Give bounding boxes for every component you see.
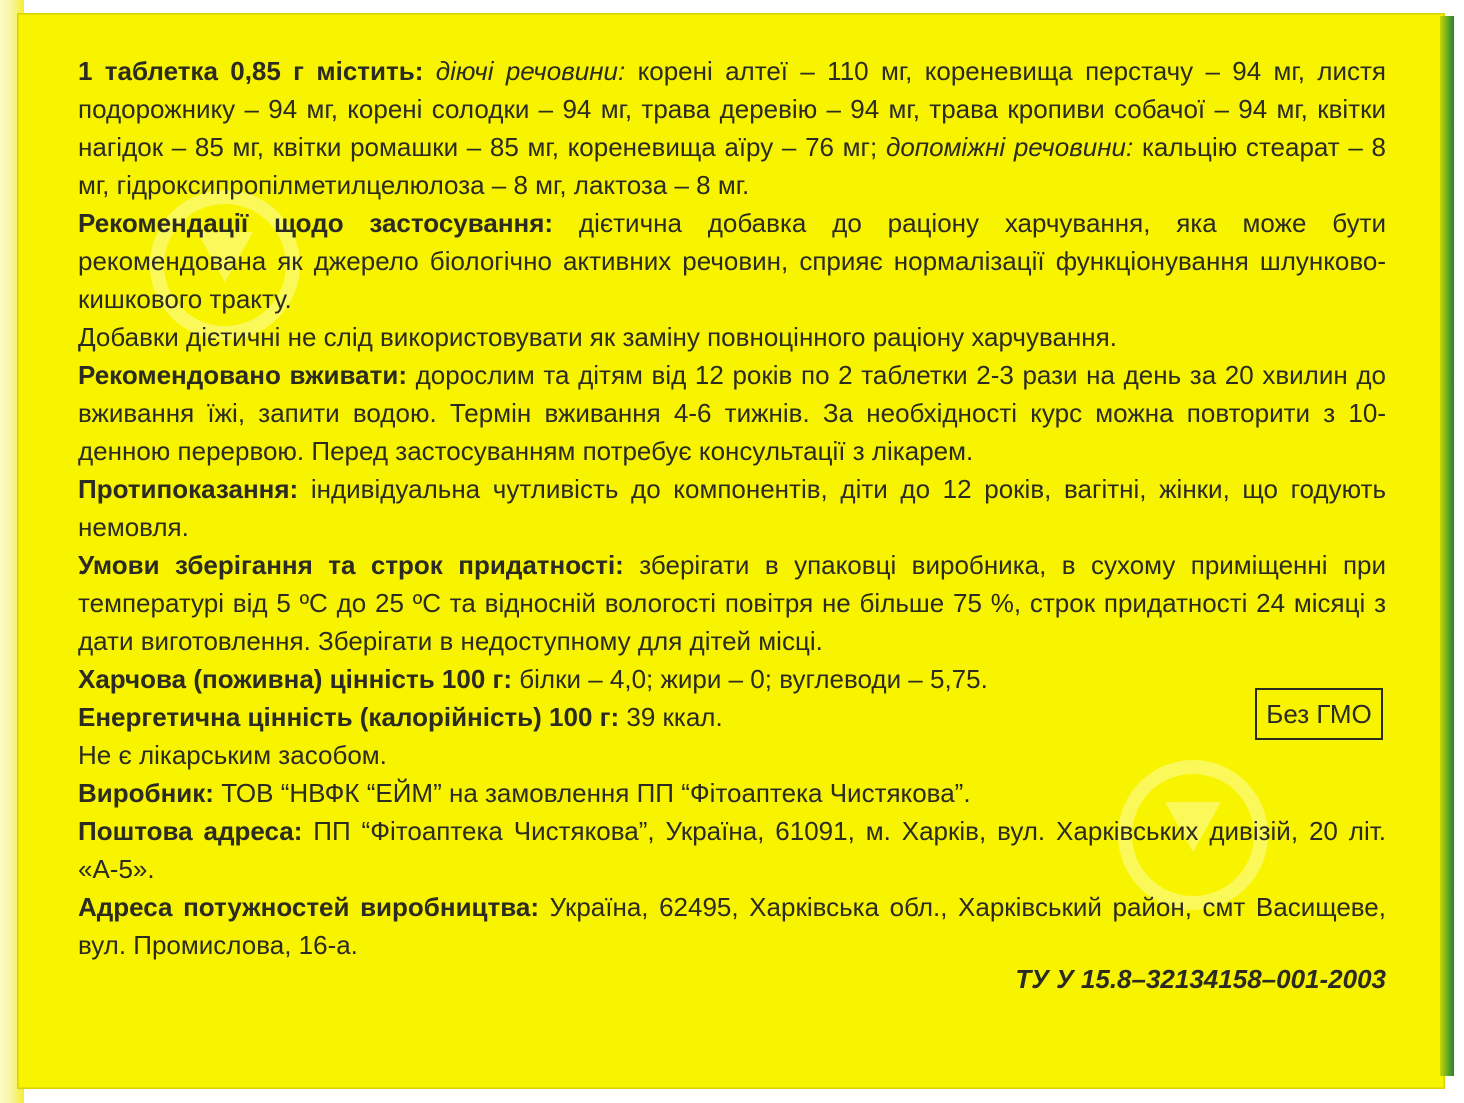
postal-label: Поштова адреса: [78,816,303,846]
tu-code: ТУ У 15.8–32134158–001-2003 [1015,964,1386,994]
storage-paragraph [78,546,1386,660]
nutrition-label: Харчова (поживна) цінність 100 г: [78,664,513,694]
label-text [78,52,1386,964]
nutrition-paragraph [78,660,1386,698]
energy-text: 39 ккал. [626,702,723,732]
active-ingredients-label: діючі речовини: [435,56,626,86]
energy-paragraph [78,698,1386,736]
recommendations-text: дієтична добавка до раціону харчування, яка може бути рекомендована як джерело біологічно активних речовин, сприяє нормалізації функціонування шлунково-кишкового тракту. [78,208,1387,314]
production-text: Україна, 62495, Харківська обл., Харківський район, смт Васищеве, вул. Промислова, 16-а. [78,892,1386,960]
composition-label: 1 таблетка 0,85 г містить: [78,56,424,86]
box-right-edge [1440,16,1454,1076]
postal-paragraph [78,812,1386,888]
contraindications-text: індивідуальна чутливість до компонентів, діти до 12 років, вагітні, жінки, що годують немовля. [78,474,1386,542]
recommendations-label: Рекомендації щодо застосування: [78,208,554,238]
storage-label: Умови зберігання та строк придатності: [78,550,624,580]
usage-label: Рекомендовано вживати: [78,360,407,390]
producer-text: ТОВ “НВФК “ЕЙМ” на замовлення ПП “Фітоаптека Чистякова”. [221,778,971,808]
usage-paragraph [78,356,1386,470]
producer-label: Виробник: [78,778,214,808]
not-medicine-note: Не є лікарським засобом. [78,740,387,770]
storage-text: зберігати в упаковці виробника, в сухому приміщенні при температурі від 5 ºС до 25 ºС та відносній вологості повітря не більше 75 %, строк придатності 24 місяці з дати виготовлення. Зберігати в недоступному для дітей місці. [78,550,1387,656]
production-paragraph [78,888,1386,964]
diet-disclaimer: Добавки дієтичні не слід використовувати як заміну повноцінного раціону харчування. [78,322,1117,352]
energy-label: Енергетична цінність (калорійність) 100 г: [78,702,620,732]
postal-text: ПП “Фітоаптека Чистякова”, Україна, 61091, м. Харків, вул. Харківських дивізій, 20 літ. «А-5». [78,816,1386,884]
auxiliary-ingredients-text: кальцію стеарат – 8 мг, гідроксипропілметилцелюлоза – 8 мг, лактоза – 8 мг. [78,132,1387,200]
contraindications-label: Протипоказання: [78,474,299,504]
composition-paragraph [78,52,1386,204]
active-ingredients-text: корені алтеї – 110 мг, кореневища перстачу – 94 мг, листя подорожнику – 94 мг, корені солодки – 94 мг, трава деревію – 94 мг, трава кропиви собачої – 94 мг, квітки нагідок – 85 мг, квітки ромашки – 85 мг, кореневища аїру – 76 мг; [78,56,1386,162]
gmo-free-badge: Без ГМО [1255,688,1383,740]
producer-paragraph [78,774,1386,812]
nutrition-text: білки – 4,0; жири – 0; вуглеводи – 5,75. [519,664,988,694]
usage-text: дорослим та дітям від 12 років по 2 таблетки 2-3 рази на день за 20 хвилин до вживання їжі, запити водою. Термін вживання 4-6 тижнів. За необхідності курс можна повторити з 10-денною перервою. Перед застосуванням потребує консультації з лікарем. [78,360,1386,466]
recommendations-paragraph [78,204,1386,318]
production-label: Адреса потужностей виробництва: [78,892,540,922]
auxiliary-ingredients-label: допоміжні речовини: [885,132,1134,162]
contraindications-paragraph [78,470,1386,546]
